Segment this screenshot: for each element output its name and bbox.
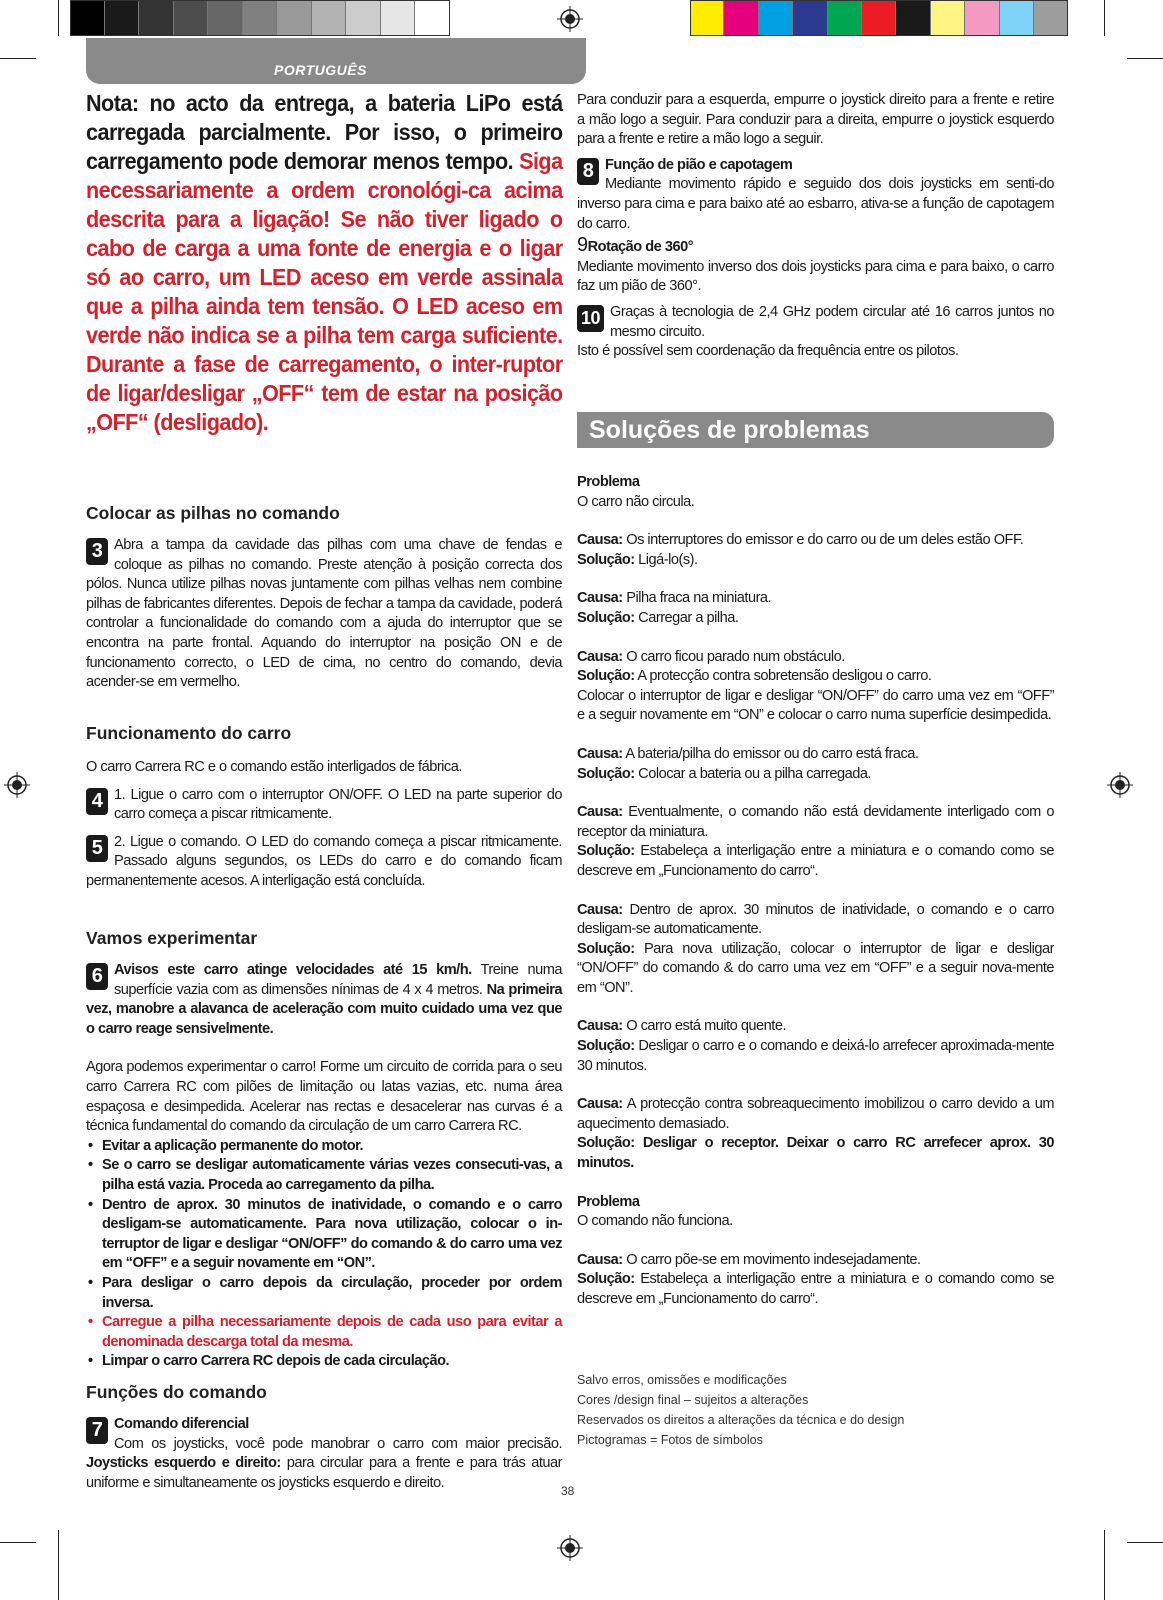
- section-batteries: [86, 503, 562, 693]
- registration-mark-icon: [1107, 772, 1133, 798]
- cause-text: Pilha fraca na miniatura.: [622, 590, 772, 607]
- cause-label: Causa:: [577, 1251, 623, 1268]
- differential-title: Comando diferencial: [114, 1416, 249, 1432]
- section-try-it: [86, 928, 562, 1372]
- registration-mark-icon: [4, 772, 30, 798]
- solution-label: Solução:: [577, 1271, 635, 1288]
- joysticks-text: para circular para a frente e para trás atuar uniforme e simultaneamente os joysticks esquerdo e direito.: [86, 1455, 562, 1491]
- solution-text: Estabeleça a interligação entre a miniatura e o comando como se descreve em „Funcionamento do carro“.: [577, 843, 1054, 879]
- list-item: • Evitar a aplicação permanente do motor.: [86, 1137, 562, 1157]
- solution-text: Desligar o carro e o comando e deixá-lo arrefecer aproximada-mente 30 minutos.: [577, 1038, 1054, 1074]
- cause-label: Causa:: [577, 648, 623, 665]
- rotation-title: Rotação de 360°: [587, 239, 694, 256]
- cause-label: Causa:: [577, 1096, 623, 1113]
- step-number-badge: 10: [577, 305, 604, 332]
- section-title: Vamos experimentar: [86, 928, 258, 948]
- cause-text: O carro põe-se em movimento indesejadamente.: [622, 1251, 921, 1268]
- footer-notes: [577, 1370, 1054, 1450]
- footer-line: Salvo erros, omissões e modificações: [577, 1373, 787, 1387]
- problem-text: O carro não circula.: [577, 493, 695, 510]
- step-number-badge: 3: [86, 538, 108, 565]
- list-item: • Se o carro se desligar automaticamente várias vezes consecuti-vas, a pilha está vazia. Proceda ao carregamento da pilha.: [86, 1156, 562, 1195]
- troubleshooting-list: [577, 473, 1054, 1310]
- list-item: [577, 803, 1054, 881]
- solution-label: Solução:: [577, 668, 635, 685]
- solution-text: Carregar a pilha.: [634, 609, 739, 626]
- crop-mark: [1104, 0, 1105, 36]
- try-it-paragraph: Agora podemos experimentar o carro! Forme um circuito de corrida para o seu carro Carrera RC com pilões de limitação ou latas vazias, etc. numa área espaçosa e desimpedida. Acelerar nas rectas e desacelerar nas curvas é a técnica fundamental do comando da circulação de um carro Carrera RC.: [86, 1059, 562, 1135]
- solution-text: Colocar a bateria ou a pilha carregada.: [634, 765, 871, 782]
- note-black-text: Nota: no acto da entrega, a bateria LiPo está carregada parcialmente. Por isso, o primeiro carregamento pode demorar menos tempo.: [86, 90, 563, 174]
- crop-mark: [58, 0, 59, 36]
- list-item: [577, 1251, 1054, 1310]
- cause-label: Causa:: [577, 590, 623, 607]
- solution-text: Ligá-lo(s).: [634, 551, 698, 568]
- page-number: 38: [561, 1484, 575, 1498]
- solution-text: A protecção contra sobretensão desligou o carro.: [634, 668, 932, 685]
- list-item: • Para desligar o carro depois da circulação, proceder por ordem inversa.: [86, 1274, 562, 1313]
- step-number-badge: 4: [86, 788, 108, 815]
- section-title: Colocar as pilhas no comando: [86, 503, 340, 523]
- cause-label: Causa:: [577, 804, 623, 821]
- cause-label: Causa:: [577, 1018, 623, 1035]
- cause-label: Causa:: [577, 745, 623, 762]
- note-red-text: Siga necessariamente a ordem cronológi-ca acima descrita para a ligação! Se não tiver ligado o cabo de carga a uma fonte de energia e o ligar só ao carro, um LED aceso em verde assinala que a pilha ainda tem tensão. O LED aceso em verde não indica se a pilha tem carga suficiente.: [86, 148, 563, 348]
- solution-text: Para nova utilização, colocar o interruptor de ligar e desligar “ON/OFF” do comando & do carro uma vez em “OFF” e a seguir nova-mente em “ON”.: [577, 940, 1054, 996]
- crop-mark: [0, 58, 36, 59]
- cause-text: Dentro de aprox. 30 minutos de inatividade, o comando e o carro desligam-se automaticamente.: [577, 901, 1054, 938]
- joysticks-label: Joysticks esquerdo e direito:: [86, 1455, 281, 1472]
- tips-list: [86, 1137, 562, 1372]
- warning-text: Treine numa superfície vazia com as dimensões nínimas de 4 x 4 metros.: [114, 962, 562, 998]
- cause-text: Os interruptores do emissor e do carro ou de um deles estão OFF.: [622, 532, 1024, 549]
- solution-label: Solução:: [577, 940, 635, 957]
- solution-label: Solução:: [577, 609, 635, 626]
- cause-text: Eventualmente, o comando não está devidamente interligado com o receptor da miniatura.: [577, 804, 1054, 840]
- steering-text: Para conduzir para a esquerda, empurre o joystick direito para a frente e retire a mão logo a seguir. Para conduzir para a direita, empurre o joystick esquerdo para a frente e retire a mão logo a seguir.: [577, 92, 1054, 148]
- crop-mark: [1127, 1542, 1163, 1543]
- problem-label: Problema: [577, 474, 640, 490]
- color-bar-frame: [70, 0, 450, 36]
- language-tab: [86, 38, 586, 84]
- step-number-badge: 8: [577, 158, 599, 185]
- step-5-text: 2. Ligue o comando. O LED do comando começa a piscar ritmicamente. Passado alguns segundos, os LEDs do carro e do comando ficam permanentemente acesos. A interligação está concluída.: [86, 833, 562, 889]
- step-number-plain: 9: [577, 234, 588, 257]
- problem-text: O comando não funciona.: [577, 1213, 733, 1230]
- crop-mark: [58, 1530, 59, 1600]
- spin-title: Função de pião e capotagem: [605, 156, 793, 173]
- warning-bold: Avisos este carro atinge velocidades até 15 km/h.: [114, 962, 472, 978]
- footer-line: Reservados os direitos a alterações da técnica e do design: [577, 1413, 905, 1427]
- batteries-text: Abra a tampa da cavidade das pilhas com uma chave de fendas e coloque as pilhas no comando. Preste atenção à posição correcta dos pólos. Nunca utilize pilhas novas juntamente com pilhas velhas nem combine pilhas de fabricantes diferentes. Depois de fechar a tampa da cavidade, poderá controlar a funcionalidade do comando com a ajuda do interruptor que se encontra na parte frontal. Aquando do interruptor na posição ON e de funcionamento correcto, o LED de cima, no centro do comando, devia acender-se em vermelho.: [86, 537, 562, 691]
- rotation-text: Mediante movimento inverso dos dois joysticks para cima e para baixo, o carro faz um pião de 360°.: [577, 258, 1054, 295]
- crop-mark: [0, 1542, 36, 1543]
- note-red-text-2: Durante a fase de carregamento, o inter-ruptor de ligar/desligar „OFF“ tem de estar na posição „OFF“ (desligado).: [86, 351, 563, 435]
- right-top: [577, 91, 1054, 362]
- cause-label: Causa:: [577, 532, 623, 549]
- step-number-badge: 5: [86, 835, 108, 862]
- list-item-warning: • Carregue a pilha necessariamente depois de cada uso para evitar a denominada descarga total da mesma.: [86, 1313, 562, 1352]
- solution-label: Solução:: [577, 765, 635, 782]
- troubleshooting-title: Soluções de problemas: [589, 416, 870, 444]
- list-item: [577, 589, 1054, 628]
- frequency-text-2: Isto é possível sem coordenação da frequência entre os pilotos.: [577, 343, 959, 360]
- list-item: [577, 648, 1054, 726]
- frequency-text: Graças à tecnologia de 2,4 GHz podem circular até 16 carros juntos no mesmo circuito.: [610, 303, 1054, 340]
- list-item: [577, 531, 1054, 570]
- registration-mark-icon: [557, 1535, 583, 1561]
- list-item: [577, 1095, 1054, 1173]
- step-number-badge: 7: [86, 1417, 108, 1444]
- crop-mark: [1127, 58, 1163, 59]
- cause-text: A bateria/pilha do emissor ou do carro está fraca.: [622, 745, 919, 762]
- problem-label: Problema: [577, 1193, 640, 1210]
- solution-label: Solução:: [577, 551, 635, 568]
- solution-label: Solução:: [577, 1135, 635, 1152]
- warning-bold-2: Na primeira vez, manobre a alavanca de aceleração com muito cuidado uma vez que o carro reage sensivelmente.: [86, 981, 563, 1037]
- section-car-operation: [86, 723, 562, 892]
- solution-extra-text: Colocar o interruptor de ligar e desligar “ON/OFF” do carro uma vez em “OFF” e a seguir novamente em “ON” e colocar o carro numa superfície desimpedida.: [577, 687, 1054, 724]
- operation-intro: O carro Carrera RC e o comando estão interligados de fábrica.: [86, 759, 462, 775]
- solution-text: Estabeleça a interligação entre a miniatura e o comando como se descreve em „Funcionamento do carro“.: [577, 1271, 1054, 1307]
- section-controller-functions: [86, 1382, 562, 1493]
- footer-line: Pictogramas = Fotos de símbolos: [577, 1433, 763, 1447]
- left-column: [86, 89, 562, 437]
- crop-mark: [1104, 1530, 1105, 1600]
- language-label: PORTUGUÊS: [274, 62, 367, 78]
- cause-label: Causa:: [577, 901, 623, 918]
- troubleshooting-banner: [577, 412, 1054, 448]
- solution-label: Solução:: [577, 1038, 635, 1055]
- step-number-badge: 6: [86, 963, 108, 990]
- section-title: Funções do comando: [86, 1382, 267, 1402]
- list-item: • Limpar o carro Carrera RC depois de cada circulação.: [86, 1352, 562, 1372]
- cause-text: O carro está muito quente.: [622, 1018, 787, 1035]
- list-item: • Dentro de aprox. 30 minutos de inatividade, o comando e o carro desligam-se automaticamente. Para nova utilização, colocar o in-terruptor de ligar e desligar “ON/OFF” do comando & do carro uma vez em “OFF” e a seguir novamente em “ON”.: [86, 1196, 562, 1274]
- spin-text: Mediante movimento rápido e seguido dos dois joysticks em senti-do inverso para cima e para baixo até ao esbarro, ativa-se a função de capotagem do carro.: [577, 176, 1054, 232]
- section-title: Funcionamento do carro: [86, 723, 292, 743]
- list-item: [577, 1017, 1054, 1076]
- list-item: [577, 745, 1054, 784]
- cause-text: A protecção contra sobreaquecimento imobilizou o carro devido a um aquecimento demasiado.: [577, 1096, 1054, 1132]
- cause-text: O carro ficou parado num obstáculo.: [622, 648, 845, 665]
- step-4-text: 1. Ligue o carro com o interruptor ON/OFF. O LED na parte superior do carro começa a piscar ritmicamente.: [114, 786, 562, 823]
- solution-text: Desligar o receptor. Deixar o carro RC arrefecer aprox. 30 minutos.: [577, 1135, 1054, 1172]
- registration-mark-icon: [557, 6, 583, 32]
- solution-label: Solução:: [577, 843, 635, 860]
- list-item: [577, 901, 1054, 999]
- color-bar-frame: [690, 0, 1068, 36]
- delivery-note: [86, 89, 563, 437]
- differential-text: Com os joysticks, você pode manobrar o carro com maior precisão.: [114, 1435, 562, 1452]
- footer-line: Cores /design final – sujeitos a alterações: [577, 1393, 809, 1407]
